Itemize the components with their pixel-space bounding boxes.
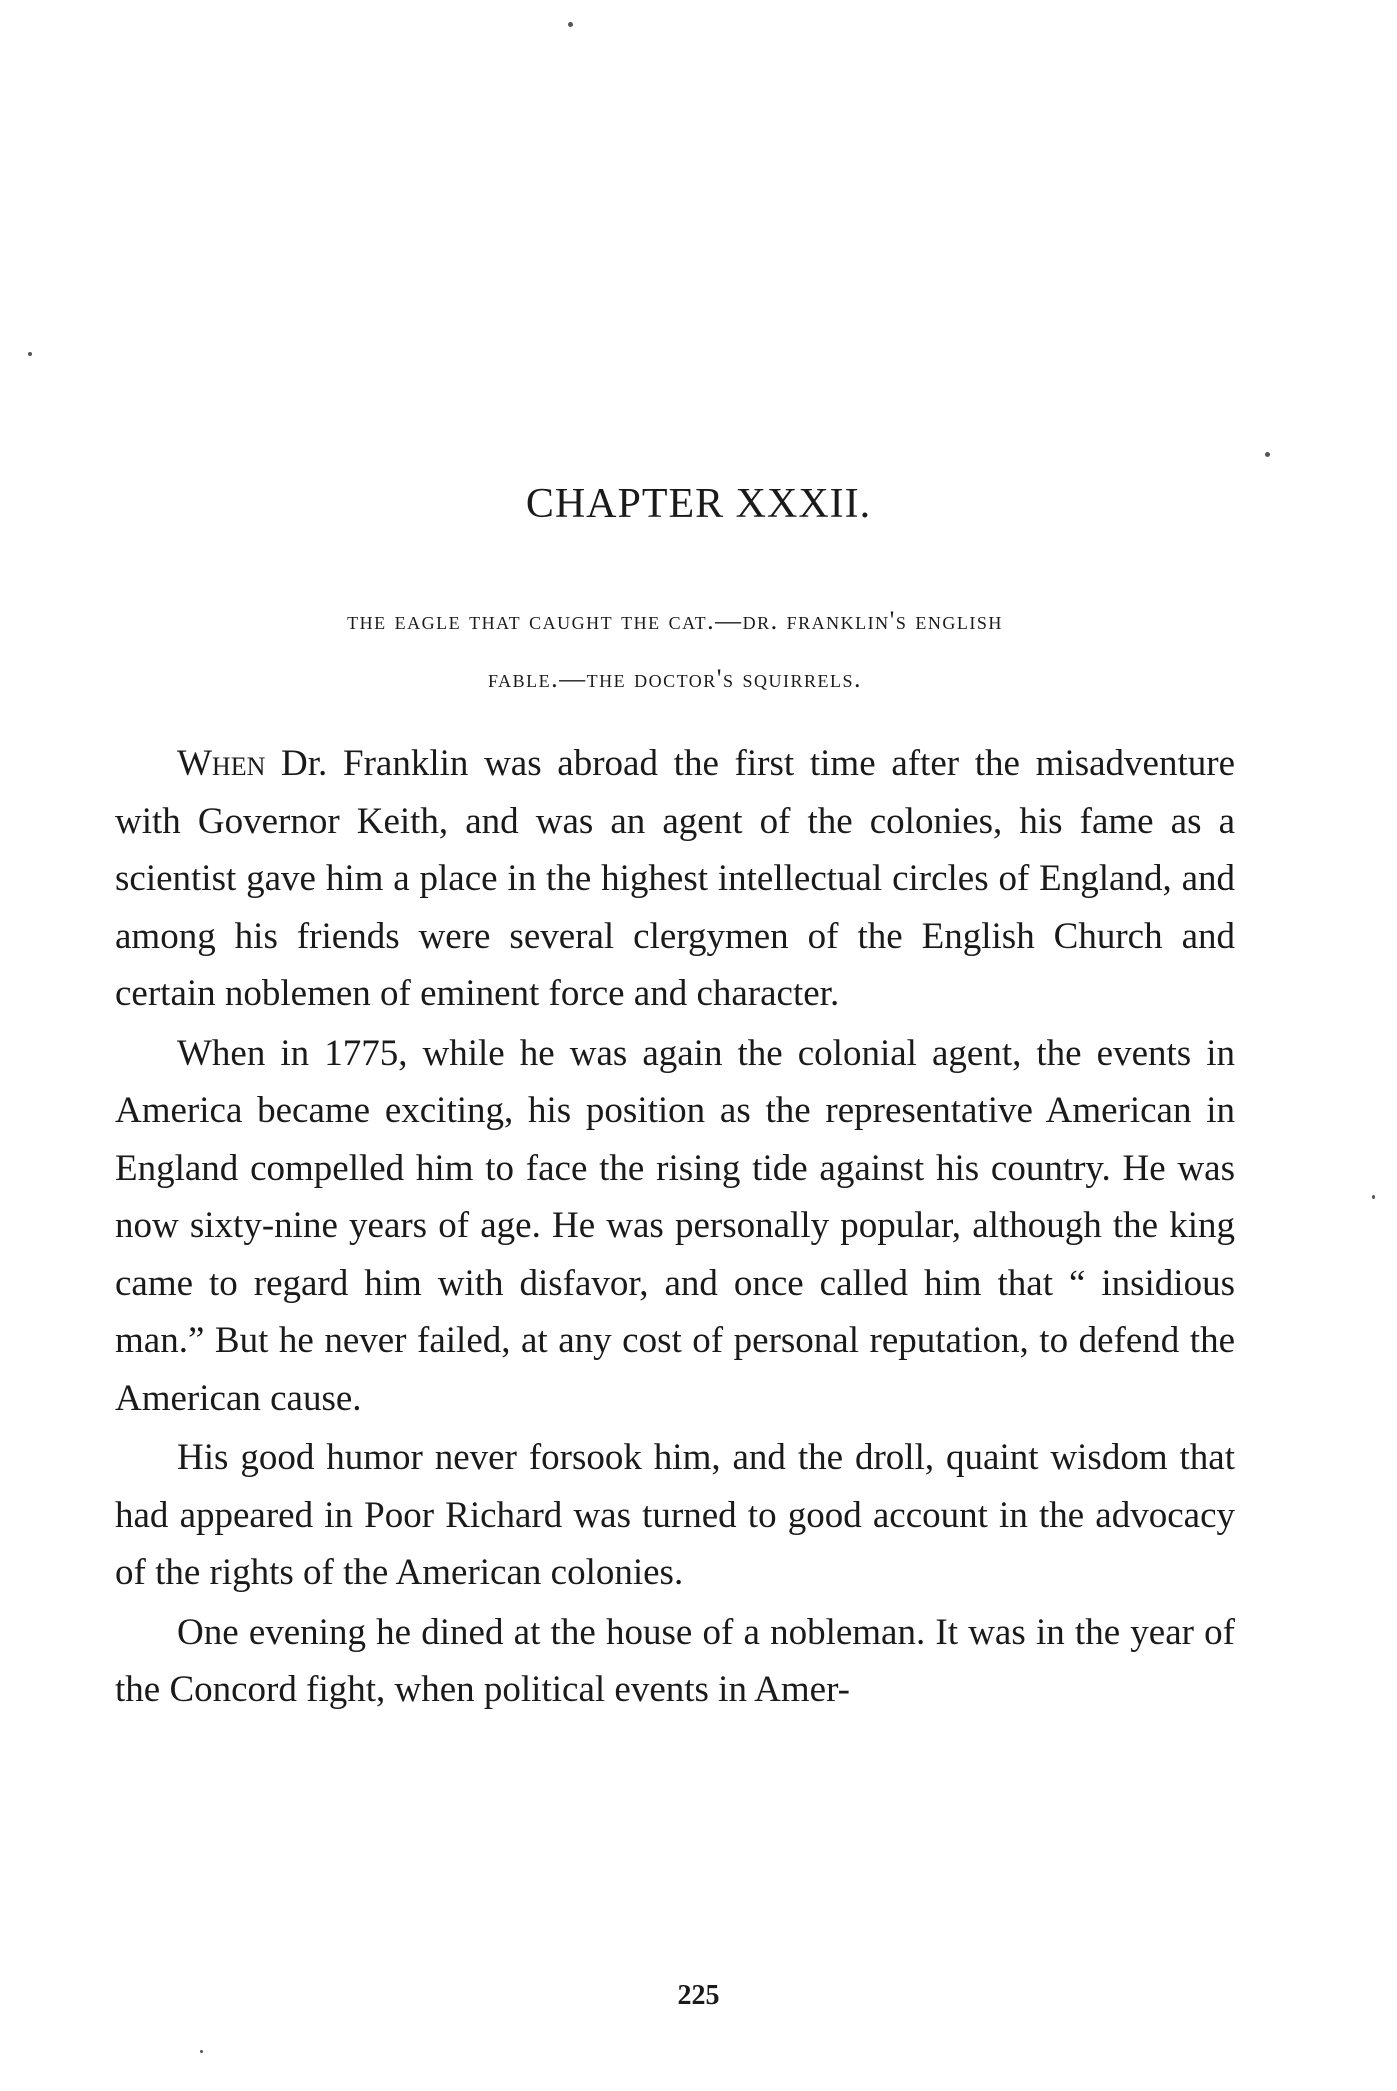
paragraph-text: Dr. Franklin was abroad the first time after the misadventure with Governor Keith, and was an agent of the colonies, his fame as a scientist gave him a place in the highest intellectual circles of England, and among his friends were several clergymen of the English Church and certain noblemen of eminent force and character.: [115, 743, 1235, 1014]
paragraph-4: One evening he dined at the house of a nobleman. It was in the year of the Concord fight, when political events in Amer-: [115, 1611, 1235, 1710]
scan-speck: [28, 352, 32, 356]
scan-speck: [568, 22, 573, 27]
chapter-body: [115, 735, 1235, 1721]
paragraph-2: When in 1775, while he was again the colonial agent, the events in America became exciting, his position as the representative American in England compelled him to face the rising tide against his country. He was now sixty-nine years of age. He was personally popular, although the king came to regard him with disfavor, and once called him that “ insidious man.” But he never failed, at any cost of personal reputation, to defend the American cause.: [115, 1032, 1235, 1419]
subtitle-line-1: the eagle that caught the cat.—dr. franklin's english: [347, 606, 1003, 635]
chapter-subtitle: [115, 592, 1235, 708]
paragraph-3: His good humor never forsook him, and the droll, quaint wisdom that had appeared in Poor Richard was turned to good account in the advocacy of the rights of the American colonies.: [115, 1437, 1235, 1593]
scan-speck: [1372, 1195, 1375, 1199]
scan-speck: [1265, 452, 1270, 457]
paragraph-1: [115, 735, 1235, 1023]
page-number: 225: [677, 1980, 720, 2011]
scan-speck: [200, 2050, 203, 2053]
paragraph-lead-word: When: [177, 743, 266, 784]
chapter-title: CHAPTER XXXII.: [525, 481, 872, 527]
subtitle-line-2: fable.—the doctor's squirrels.: [487, 664, 863, 693]
